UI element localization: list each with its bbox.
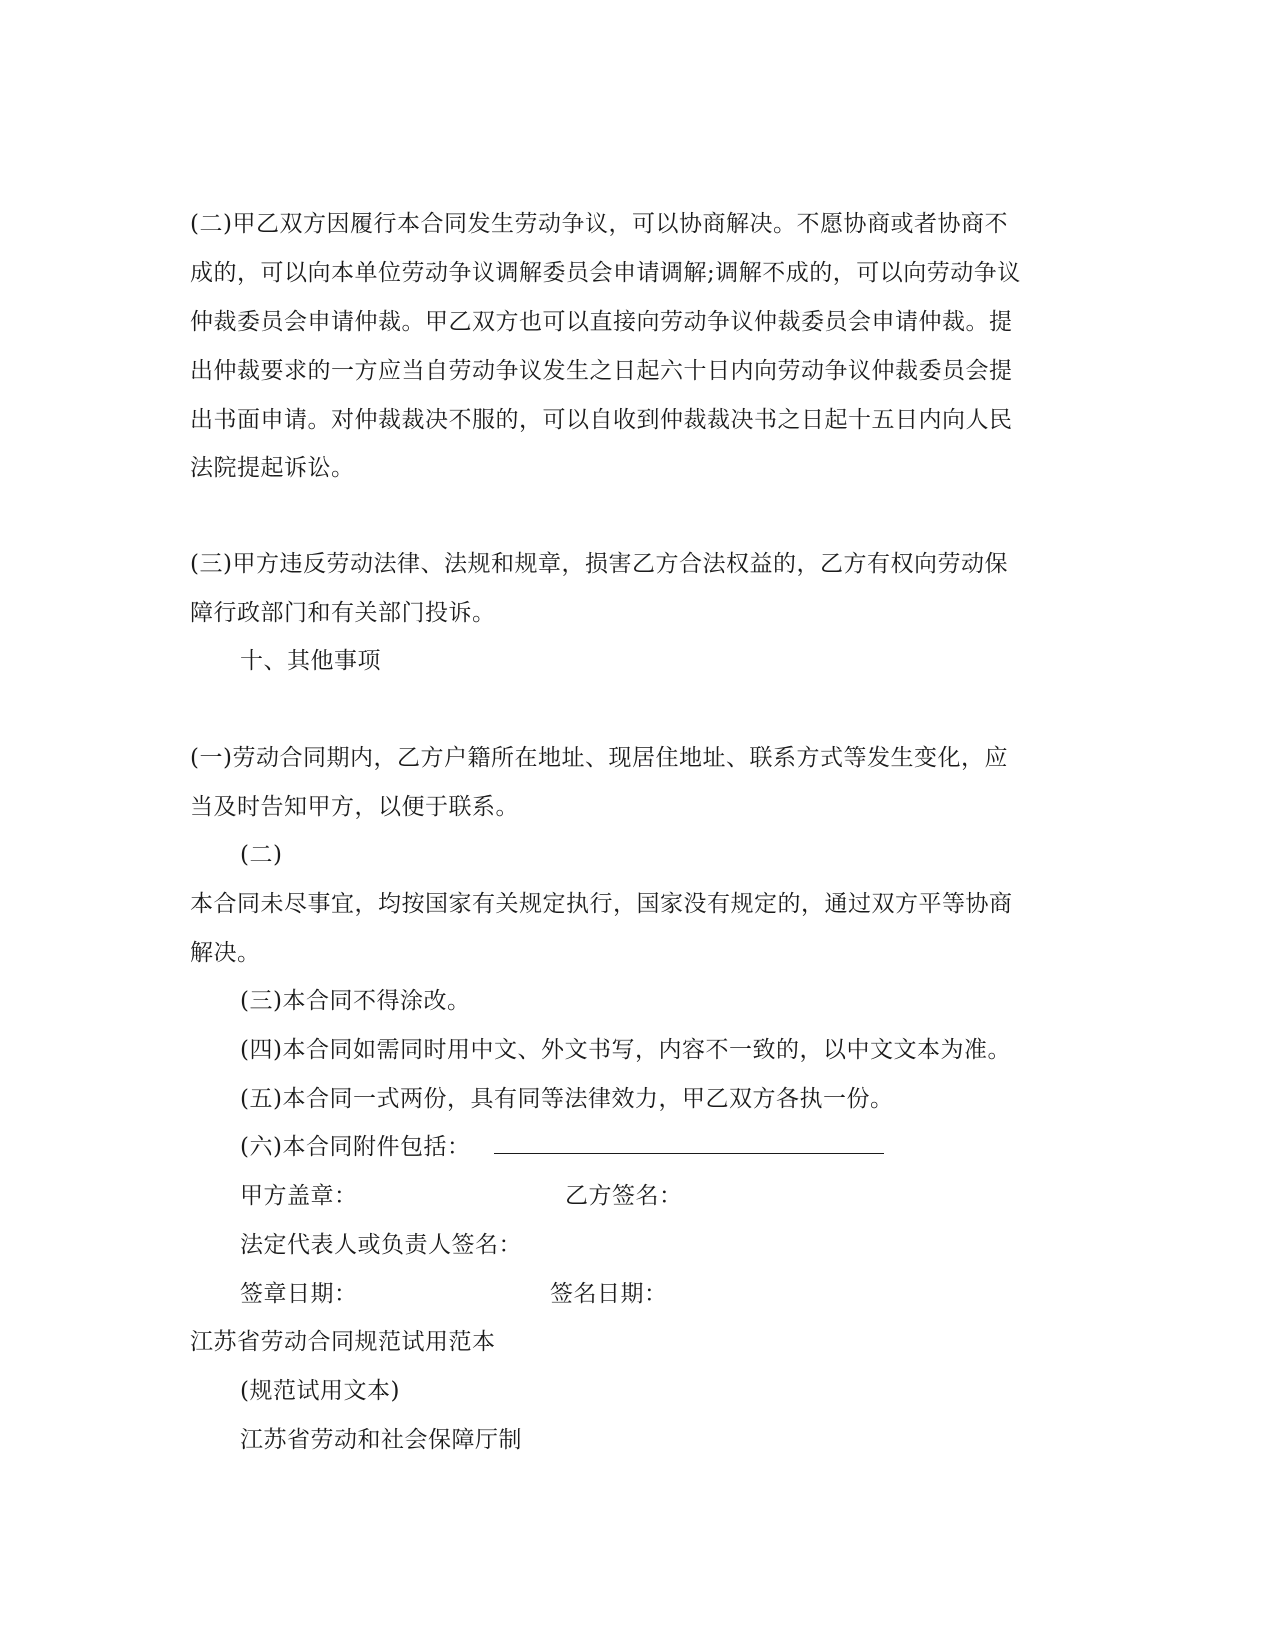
- paragraph-line: 仲裁委员会申请仲裁。甲乙双方也可以直接向劳动争议仲裁委员会申请仲裁。提: [190, 309, 1013, 335]
- legal-rep-sign-label: 法定代表人或负责人签名：: [240, 1232, 522, 1258]
- paragraph-line: 本合同未尽事宜，均按国家有关规定执行，国家没有规定的，通过双方平等协商: [190, 891, 1013, 917]
- fill-in-blank[interactable]: [494, 1123, 884, 1154]
- paragraph-line: 解决。: [190, 940, 261, 966]
- attachment-line: [240, 1123, 884, 1171]
- paragraph-line: (五)本合同一式两份，具有同等法律效力，甲乙双方各执一份。: [240, 1086, 894, 1112]
- party-a-seal-label: 甲方盖章：: [240, 1183, 358, 1209]
- document-subtitle: (规范试用文本): [240, 1378, 400, 1404]
- paragraph-line: 当及时告知甲方，以便于联系。: [190, 794, 519, 820]
- paragraph-line: (四)本合同如需同时用中文、外文书写，内容不一致的，以中文文本为准。: [240, 1037, 1011, 1063]
- item-label: (二): [240, 842, 283, 868]
- paragraph-line: (一)劳动合同期内，乙方户籍所在地址、现居住地址、联系方式等发生变化，应: [190, 745, 1008, 771]
- issuer-text: 江苏省劳动和社会保障厅制: [240, 1427, 522, 1453]
- sign-date-label: 签名日期：: [550, 1281, 668, 1307]
- paragraph-line: (二)甲乙双方因履行本合同发生劳动争议，可以协商解决。不愿协商或者协商不: [190, 211, 1008, 237]
- paragraph-line: (三)甲方违反劳动法律、法规和规章，损害乙方合法权益的，乙方有权向劳动保: [190, 551, 1008, 577]
- seal-date-label: 签章日期：: [240, 1281, 358, 1307]
- paragraph-line: 障行政部门和有关部门投诉。: [190, 600, 496, 626]
- paragraph-line: 法院提起诉讼。: [190, 455, 355, 481]
- section-heading: 十、其他事项: [240, 648, 381, 674]
- paragraph-line: (三)本合同不得涂改。: [240, 988, 471, 1014]
- document-title: 江苏省劳动合同规范试用范本: [190, 1329, 496, 1355]
- signature-row: [240, 1172, 358, 1220]
- paragraph-line: 成的，可以向本单位劳动争议调解委员会申请调解;调解不成的，可以向劳动争议: [190, 260, 1021, 286]
- item-label: (六)本合同附件包括：: [240, 1134, 471, 1160]
- paragraph-line: 出仲裁要求的一方应当自劳动争议发生之日起六十日内向劳动争议仲裁委员会提: [190, 358, 1013, 384]
- party-b-sign-label: 乙方签名：: [565, 1183, 683, 1209]
- paragraph-line: 出书面申请。对仲裁裁决不服的，可以自收到仲裁裁决书之日起十五日内向人民: [190, 407, 1013, 433]
